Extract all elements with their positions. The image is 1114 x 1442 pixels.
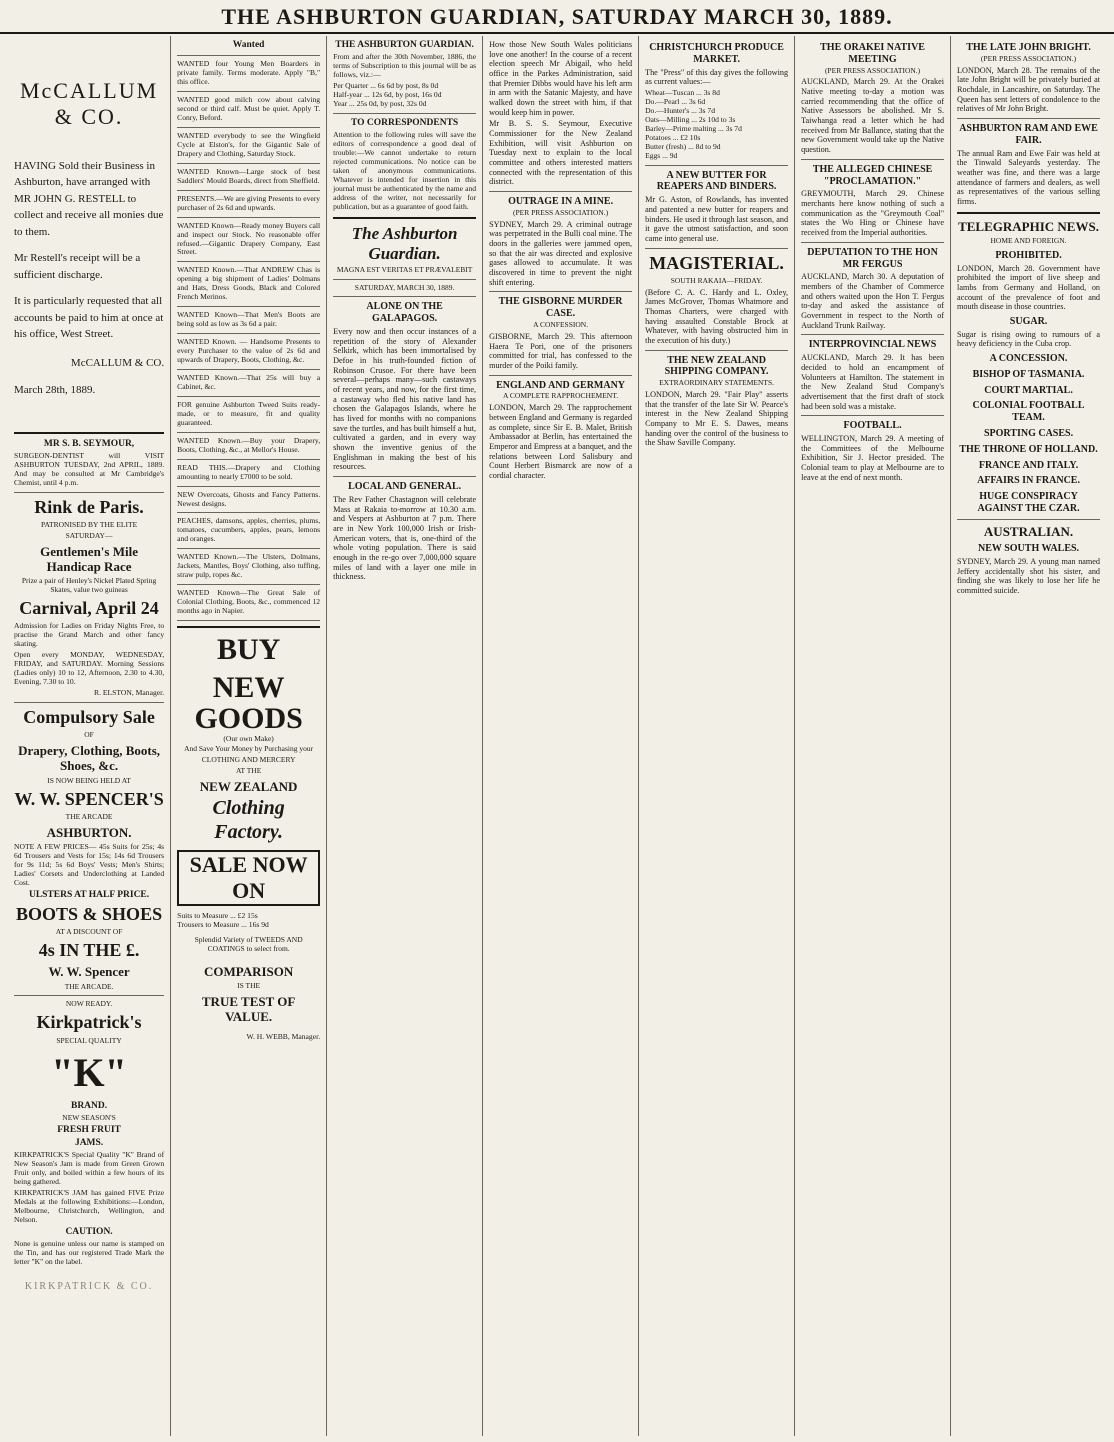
ram-text: The annual Ram and Ewe Fair was held at the Tinwald Saleyards yesterday. The weather was fine, and there was a large attendance of farmers and dealers, as well as representatives of the various selling firms. — [957, 148, 1101, 206]
paper-header: THE ASHBURTON GUARDIAN. — [335, 40, 474, 50]
column-6 — [795, 36, 951, 1436]
wanted-ad: WANTED four Young Men Boarders in private family. Terms moderate. Apply "B," this office. — [177, 59, 321, 87]
stamp: KIRKPATRICK & CO. — [24, 1280, 154, 1292]
k-brand-letter: "K" — [51, 1050, 127, 1096]
nz: NEW ZEALAND — [199, 778, 298, 794]
sugar-title: SUGAR. — [1009, 315, 1048, 327]
carnival-note: Admission for Ladies on Friday Nights Free, to practise the Grand March and other fancy skating. — [14, 621, 165, 649]
wanted-ad: WANTED Known.—The Ulsters, Dolmans, Jackets, Mantles, Boys' Clothing, also tuffing, straw pulp, ropes &c. — [177, 552, 321, 580]
boots-title: BOOTS & SHOES — [16, 903, 163, 924]
chinese-text: GREYMOUTH, March 29. Chinese merchants here know nothing of such a communication as the "Greymouth Coal" states the Wo Hing or Chinese have received from the Imperial authorities. — [801, 189, 945, 238]
telegraphic-title: TELEGRAPHIC NEWS. — [958, 218, 1099, 234]
wanted-ad: NEW Overcoats, Ghosts and Fancy Patterns. Newest designs. — [177, 489, 321, 508]
jams: JAMS. — [74, 1137, 104, 1148]
boots-discount: AT A DISCOUNT OF — [55, 927, 123, 937]
bright-title: THE LATE JOHN BRIGHT. — [966, 42, 1091, 53]
rakaia-sub: SOUTH RAKAIA—FRIDAY. — [670, 275, 763, 285]
column-2 — [171, 36, 327, 1436]
produce-row: Eggs ... 9d — [645, 150, 678, 160]
outrage-src: (PER PRESS ASSOCIATION.) — [512, 207, 609, 217]
interprovincial-text: AUCKLAND, March 29. It has been decided to hold an encampment of Volunteers at Hamilton. The statement in the New Zealand Stud Company's advertisement that the first draft of stock had been sold was a mistake. — [801, 353, 945, 411]
colonial-fb-title: COLONIAL FOOTBALL TEAM. — [972, 400, 1085, 424]
dentist-title: MR S. B. SEYMOUR, — [43, 438, 135, 449]
extraordinary: EXTRAORDINARY STATEMENTS. — [659, 378, 775, 388]
football-text: WELLINGTON, March 29. A meeting of the Committees of the Melbourne Exhibition, Sir J. Hector presided. The Colonial team to play at Melbourne are to leave at the end of next month. — [801, 434, 945, 482]
price-1: Per Quarter ... 6s 6d by post, 8s 0d — [333, 81, 439, 91]
produce-row: Do.—Pearl ... 3s 6d — [645, 96, 706, 106]
concession-title: A CONCESSION. — [989, 353, 1068, 365]
sale-goods: Drapery, Clothing, Boots, Shoes, &c. — [18, 743, 161, 774]
notice-2: Mr Restell's receipt will be a sufficient discharge. — [14, 252, 141, 281]
arcade: THE ARCADE — [65, 811, 113, 821]
prices-note: NOTE A FEW PRICES— 45s Suits for 25s; 4s 6d Trousers and Vests for 15s; 14s 6d Trousers for 9s 11d; 5s 6d Boys' Vests; Men's Shirts; Ladies' Corsets and Underclothing at Landed Cost. — [14, 841, 165, 887]
notice-1: HAVING Sold their Business in Ashburton, have arranged with MR JOHN G. RESTELL to collect and receive all monies due to them. — [14, 159, 164, 238]
notice-3: It is particularly requested that all accounts be paid to him at once at his office, West Street. — [14, 295, 164, 341]
column-1 — [8, 36, 171, 1436]
produce-row: Butter (fresh) ... 8d to 9d — [645, 141, 721, 151]
wanted-ad: WANTED Known.—Buy your Drapery, Boots, Clothing, &c., at Mellor's House. — [177, 435, 321, 454]
orakei-src: (PER PRESS ASSOCIATION.) — [824, 65, 921, 75]
buy-text: And Save Your Money by Purchasing your — [184, 744, 314, 754]
ram-fair-title: ASHBURTON RAM AND EWE FAIR. — [959, 123, 1098, 146]
tasmania-title: BISHOP OF TASMANIA. — [972, 368, 1085, 380]
confession: A CONFESSION. — [533, 320, 589, 330]
leader-title: ALONE ON THE GALAPAGOS. — [366, 301, 443, 325]
wanted-ad: WANTED Known—That Men's Boots are being sold as low as 3s 6d a pair. — [177, 310, 321, 329]
produce-row: Do.—Hunter's ... 3s 7d — [645, 105, 715, 115]
football-title: FOOTBALL. — [843, 420, 902, 432]
england-title: ENGLAND AND GERMANY — [496, 379, 626, 391]
spencer: W. W. SPENCER'S — [14, 788, 164, 809]
shipping-text: LONDON, March 29. "Fair Play" asserts that the transfer of the late Sir W. Pearce's interest in the New Zealand Shipping Company to Mr E. S. Dawes, means handing over the control of the business to the Shaw Saville Company. — [645, 390, 789, 448]
wanted-ad: PRESENTS.—We are giving Presents to every purchaser of 2s 6d and upwards. — [177, 193, 321, 212]
corr-text: Attention to the following rules will save the editors of correspondence a good deal of trouble:—We cannot undertake to return rejected communications. No notice can be taken of anonymous communications. Whatever is intended for insertion in this journal must be authenticated by the name and address of the writer, not necessarily for publication, but as a guarantee of good faith. — [333, 130, 477, 211]
at-the: AT THE — [235, 766, 262, 776]
orakei-text: AUCKLAND, March 29. At the Orakei Native meeting to-day a motion was carried recommending that the office of Native Assessors be abolished. Mr S. Taiwhanga read a letter which he had received from Mr Ballance, stating that the new Government would take up the Native question. — [801, 77, 945, 155]
prohibited-title: PROHIBITED. — [995, 249, 1062, 261]
local-cont: Mr B. S. S. Seymour, Executive Commissioner for the New Zealand Exhibition, will visit Ashburton on Tuesday next to explain to the local committee and others interested matters connected with the representation of this district. — [489, 119, 633, 187]
rink-sub: PATRONISED BY THE ELITE — [40, 520, 138, 530]
factory: Clothing Factory. — [212, 797, 285, 843]
wanted-header: Wanted — [232, 40, 265, 50]
masthead: THE ASHBURTON GUARDIAN, SATURDAY MARCH 30, 1889. — [0, 4, 1114, 34]
sugar-text: Sugar is rising owing to rumours of a heavy deficiency in the Cuba crop. — [957, 329, 1101, 349]
sale-of: OF — [84, 730, 94, 740]
nsw-text: SYDNEY, March 29. A young man named Jeffery accidentally shot his sister, and finding she was likely to lose her life he committed suicide. — [957, 556, 1101, 595]
boots-rate: 4s IN THE £. — [38, 940, 140, 961]
deputation-title: DEPUTATION TO THE HON MR FERGUS — [807, 246, 938, 270]
carnival: Carnival, April 24 — [19, 598, 159, 619]
buy-own: (Our own Make) — [223, 733, 274, 743]
magisterial-title: MAGISTERIAL. — [649, 252, 784, 273]
affairs-title: AFFAIRS IN FRANCE. — [977, 475, 1080, 487]
ulsters: ULSTERS AT HALF PRICE. — [28, 889, 150, 900]
suits-price: Suits to Measure ... £2 15s — [177, 911, 258, 921]
brand: BRAND. — [70, 1100, 108, 1111]
k-prize: KIRKPATRICK'S JAM has gained FIVE Prize Medals at the following Exhibitions:—London, Melbourne, Christchurch, Wellington, and Nelson. — [14, 1187, 165, 1224]
column-5 — [639, 36, 795, 1436]
bright-src: (PER PRESS ASSOCIATION.) — [980, 53, 1077, 63]
manager: R. ELSTON, Manager. — [94, 688, 165, 698]
paper-title: The Ashburton Guardian. — [351, 223, 458, 263]
orakei-title: THE ORAKEI NATIVE MEETING — [820, 42, 925, 65]
wanted-ad: WANTED good milch cow about calving second or third calf. Must be quiet. Apply T. Conry, Beford. — [177, 95, 321, 122]
england-text: LONDON, March 29. The rapprochement between England and Germany is regarded as complete, since Sir E. B. Malet, British Ambassador at Berlin, has entertained the Emperor and Empress at a banquet, and the relations between Lord Salisbury and Count Herbert Bismarck are now of a cordial character. — [489, 403, 633, 480]
court-title: COURT MARTIAL. — [984, 384, 1073, 396]
splendid: Splendid Variety of TWEEDS AND COATINGS to select from. — [194, 935, 303, 954]
outrage-title: OUTRAGE IN A MINE. — [508, 196, 614, 208]
column-7 — [951, 36, 1106, 1436]
is-the: IS THE — [237, 981, 261, 991]
now-ready: NOW READY. — [65, 999, 113, 1009]
produce-row: Barley—Prime malting ... 3s 7d — [645, 123, 742, 133]
wanted-list — [177, 60, 320, 621]
true-test: TRUE TEST OF VALUE. — [201, 994, 296, 1025]
wanted-ad: PEACHES, damsons, apples, cherries, plums, tomatoes, cucumbers, apples, pears, lemons and oranges. — [177, 516, 321, 544]
produce-row: Oats—Milling ... 2s 10d to 3s — [645, 114, 736, 124]
wanted-ad: WANTED Known. — Handsome Presents to every Purchaser to the value of 2s 6d and upwards of Drapery, Boots, Clothing, &c. — [177, 337, 321, 365]
trousers-price: Trousers to Measure ... 16s 9d — [177, 920, 269, 930]
leader-text: Every now and then occur instances of a repetition of the story of Alexander Selkirk, which has been immortalised by Defoe in his truth-founded fiction of Robinson Crusoe. For there have been several—perhaps many—such castaways of recent years, and now, for the first time, a castaway who fled his native land has chosen the Galapagos Islands, where he has lived for months with no companions save the turtles, and has built himself a hut, cultivated a garden, and in every way shown the inventive genius of the Englishman in making the best of his resources. — [333, 327, 477, 472]
signature: McCALLUM & CO. — [70, 356, 165, 369]
column-4 — [483, 36, 639, 1436]
kirkpatrick: Kirkpatrick's — [36, 1012, 142, 1033]
wanted-ad: WANTED Known.—That ANDREW Chas is opening a big shipment of Ladies' Dolmans and Hats, Dress Goods, Black and Colored French Merinos. — [177, 265, 321, 302]
rapprochement: A COMPLETE RAPPROCHEMENT. — [503, 391, 619, 401]
bright-text: LONDON, March 28. The remains of the late John Bright will be privately buried at Rochdale, in Lancashire, on Saturday. The Queen has sent letters of condolence to the relatives of Mr John Bright. — [957, 65, 1101, 114]
gisborne-title: THE GISBORNE MURDER CASE. — [498, 296, 623, 320]
price-2: Half-year ... 12s 6d, by post, 16s 0d — [333, 90, 442, 100]
wanted-ad: WANTED Known—Large stock of best Saddlers' Mould Boards, direct from Sheffield. — [177, 166, 321, 185]
produce-title: CHRISTCHURCH PRODUCE MARKET. — [649, 42, 784, 65]
k-note: KIRKPATRICK'S Special Quality "K" Brand of New Season's Jam is made from Green Grown Fruit only, and boiled within a few hours of its being gathered. — [14, 1149, 165, 1186]
dentist-text: SURGEON-DENTIST will VISIT ASHBURTON TUESDAY, 2nd APRIL, 1889. And may be consulted at Mr Cambridge's Chemist, until 4 p.m. — [14, 451, 165, 487]
comparison: COMPARISON — [203, 963, 294, 979]
holland-title: THE THRONE OF HOLLAND. — [959, 443, 1098, 455]
wanted-ad: READ THIS.—Drapery and Clothing amounting to nearly £7000 to be sold. — [177, 462, 321, 481]
correspondents: TO CORRESPONDENTS — [350, 117, 459, 128]
sale-title: Compulsory Sale — [23, 706, 155, 727]
chinese-title: THE ALLEGED CHINESE "PROCLAMATION." — [812, 163, 933, 187]
shipping-title: THE NEW ZEALAND SHIPPING COMPANY. — [664, 354, 769, 378]
sporting-title: SPORTING CASES. — [983, 428, 1074, 440]
terms: From and after the 30th November, 1886, the terms of Subscription to this journal will be as follows, viz.:— — [333, 52, 477, 80]
session-hours: Open every MONDAY, WEDNESDAY, FRIDAY, and SATURDAY. Morning Sessions (Ladies only) 10 to 12, Afternoon, 2.30 to 4.30, Evening, 7.30 to 10. — [14, 650, 165, 687]
new-season: NEW SEASON'S — [62, 1112, 116, 1122]
firm-name: McCALLUM & CO. — [19, 78, 159, 129]
edition-date: SATURDAY, MARCH 30, 1889. — [354, 282, 455, 292]
buy-1: BUY — [216, 633, 281, 667]
caution-text: None is genuine unless our name is stamped on the Tin, and has our registered Trade Mark the letter "K" on the label. — [14, 1238, 165, 1266]
motto: MAGNA EST VERITAS ET PRÆVALEBIT — [336, 264, 473, 274]
produce-row: Potatoes ... £2 10s — [645, 132, 701, 142]
price-3: Year ... 25s 0d, by post, 32s 0d — [333, 98, 427, 108]
boots-arcade: THE ARCADE. — [64, 981, 114, 991]
wanted-ad: WANTED Known—Ready money Buyers call and inspect our Stock. No reasonable offer refused.—Gigantic Drapery Company, East Street. — [177, 220, 321, 257]
home-foreign: HOME AND FOREIGN. — [990, 235, 1067, 245]
nsw-title: NEW SOUTH WALES. — [978, 543, 1080, 555]
boots-spencer: W. W. Spencer — [48, 964, 130, 980]
australian-title: AUSTRALIAN. — [983, 523, 1074, 539]
rakaia-text: (Before C. A. C. Hardy and L. Oxley, James McGrover, Thomas Whatmore and Thomas Charters, were charged with having assaulted Constable Brock at Whatever, with having obstructed him in the execution of his duty.) — [645, 287, 789, 345]
deputation-text: AUCKLAND, March 30. A deputation of members of the Chamber of Commerce and others waited upon the Hon T. Fergus to-day and asked the assistance of Government in respect to the North of Auckland Trunk Railway. — [801, 272, 945, 330]
butter-text: Mr G. Aston, of Rowlands, has invented and patented a new butter for reapers and binders. He used it through last season, and it gave the utmost satisfaction, and soon came into general use. — [645, 195, 789, 243]
sale-held: IS NOW BEING HELD AT — [47, 775, 131, 785]
wanted-ad: WANTED everybody to see the Wingfield Cycle at Elston's, for the Gigantic Sale of Drapery and Clothing, Saturday Stock. — [177, 130, 321, 158]
produce-list — [645, 89, 788, 161]
produce-intro: The "Press" of this day gives the following as current values:— — [645, 67, 789, 87]
rink-title: Rink de Paris. — [34, 496, 144, 517]
wanted-ad: WANTED Known—The Great Sale of Colonial Clothing, Boots, &c., commenced 12 months ago in Napier. — [177, 588, 321, 616]
buy-2: NEW GOODS — [194, 670, 303, 736]
fresh-fruit: FRESH FRUIT — [57, 1124, 121, 1135]
wanted-ad: WANTED Known.—That 25s will buy a Cabinet, &c. — [177, 372, 321, 391]
rink-saturday: SATURDAY— — [65, 530, 113, 540]
notice-date: March 28th, 1889. — [14, 383, 96, 396]
caution: CAUTION. — [65, 1226, 113, 1237]
conspiracy-title: HUGE CONSPIRACY AGAINST THE CZAR. — [977, 491, 1080, 515]
local-title: LOCAL AND GENERAL. — [348, 481, 462, 493]
outrage-text: SYDNEY, March 29. A criminal outrage was perpetrated in the Bulli coal mine. The doors in the galleries were jammed open, so that the air was directed and explosive gases allowed to accumulate. It was discovered in time to prevent the night shift entering. — [489, 219, 633, 287]
rink-race-note: Prize a pair of Henley's Nickel Plated Spring Skates, value two guineas — [21, 576, 157, 595]
interprovincial-title: INTERPROVINCIAL NEWS — [808, 339, 937, 351]
prohibited-text: LONDON, March 28. Government have prohibited the import of live sheep and lambs from Germany and Holland, on account of the prevalence of foot and mouth disease in those countries. — [957, 263, 1101, 312]
column-3 — [327, 36, 483, 1436]
produce-row: Wheat—Tuscan ... 3s 8d — [645, 87, 720, 97]
france-title: FRANCE AND ITALY. — [978, 459, 1079, 471]
special-quality: SPECIAL QUALITY — [56, 1035, 122, 1045]
wanted-ad: FOR genuine Ashburton Tweed Suits ready-made, or to measure, fit and quality guaranteed. — [177, 399, 321, 427]
sale-now-on: SALE NOW ON — [177, 850, 320, 906]
intro-text: How those New South Wales politicians love one another! In the course of a recent election speech Mr Abigail, who held office in the Parkes Administration, said that Premier Dibbs would have his left arm in arm with the Satanic Majesty, and have walked down the street with him, if that would keep him in power. — [489, 40, 633, 117]
gisborne-text: GISBORNE, March 29. This afternoon Haera Te Pori, one of the prisoners committed for trial, has confessed to the murder of the Poiki family. — [489, 331, 633, 370]
clothing-mercery: CLOTHING AND MERCERY — [201, 755, 296, 765]
webb-manager: W. H. WEBB, Manager. — [246, 1031, 321, 1041]
rink-race: Gentlemen's Mile Handicap Race — [40, 543, 138, 575]
newspaper-columns — [8, 36, 1106, 1436]
local-text: The Rev Father Chastagnon will celebrate Mass at Rakaia to-morrow at 10.30 a.m. and Vespers at Ashburton at 7 p.m. There are in New York 100,000 Irish or Irish-American voters, that is, one-third of the whole voting population. There is said enough in the re-go over 7,000,000 square miles of land with a layer one mile in thickness. — [333, 494, 477, 582]
butter-title: A NEW BUTTER FOR REAPERS AND BINDERS. — [656, 169, 777, 193]
ashburton: ASHBURTON. — [46, 824, 132, 840]
